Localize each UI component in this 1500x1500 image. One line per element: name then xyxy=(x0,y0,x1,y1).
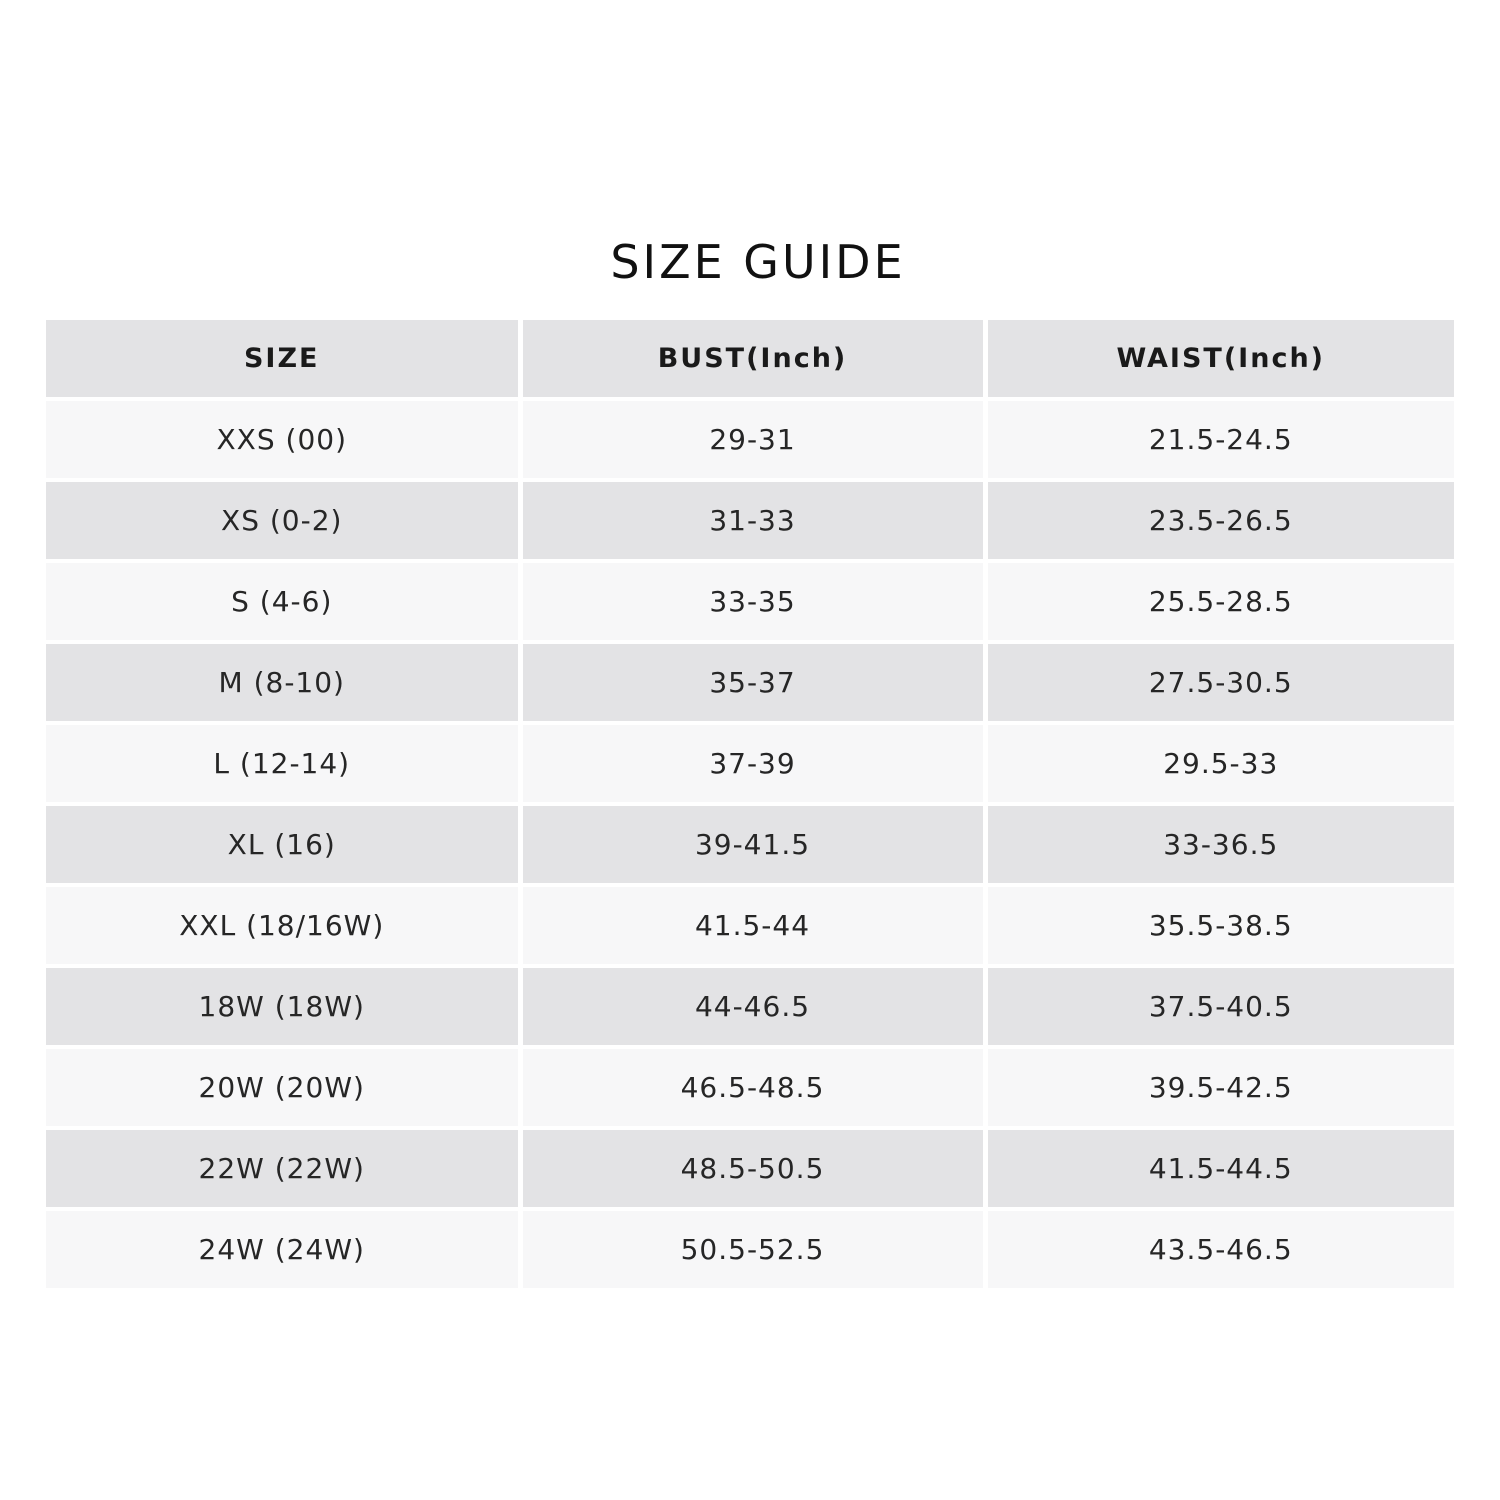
bust-cell: 46.5-48.5 xyxy=(520,1047,985,1128)
size-cell: XL (16) xyxy=(46,804,520,885)
size-cell: 18W (18W) xyxy=(46,966,520,1047)
table-row xyxy=(46,723,1454,804)
table-row xyxy=(46,642,1454,723)
column-header-bust: BUST(Inch) xyxy=(520,320,985,399)
bust-cell: 39-41.5 xyxy=(520,804,985,885)
size-cell: 20W (20W) xyxy=(46,1047,520,1128)
bust-cell: 37-39 xyxy=(520,723,985,804)
table-row xyxy=(46,966,1454,1047)
waist-cell: 39.5-42.5 xyxy=(985,1047,1454,1128)
bust-cell: 48.5-50.5 xyxy=(520,1128,985,1209)
waist-cell: 25.5-28.5 xyxy=(985,561,1454,642)
size-table xyxy=(46,320,1454,1288)
waist-cell: 29.5-33 xyxy=(985,723,1454,804)
size-cell: M (8-10) xyxy=(46,642,520,723)
column-header-size: SIZE xyxy=(46,320,520,399)
waist-cell: 35.5-38.5 xyxy=(985,885,1454,966)
waist-cell: 37.5-40.5 xyxy=(985,966,1454,1047)
waist-cell: 43.5-46.5 xyxy=(985,1209,1454,1288)
table-row xyxy=(46,1128,1454,1209)
size-cell: 22W (22W) xyxy=(46,1128,520,1209)
size-cell: S (4-6) xyxy=(46,561,520,642)
bust-cell: 44-46.5 xyxy=(520,966,985,1047)
bust-cell: 33-35 xyxy=(520,561,985,642)
bust-cell: 29-31 xyxy=(520,399,985,480)
table-row xyxy=(46,885,1454,966)
column-header-waist: WAIST(Inch) xyxy=(985,320,1454,399)
size-cell: XXL (18/16W) xyxy=(46,885,520,966)
waist-cell: 23.5-26.5 xyxy=(985,480,1454,561)
table-row xyxy=(46,804,1454,885)
size-cell: XS (0-2) xyxy=(46,480,520,561)
table-row xyxy=(46,1209,1454,1288)
waist-cell: 41.5-44.5 xyxy=(985,1128,1454,1209)
table-row xyxy=(46,1047,1454,1128)
page-title: SIZE GUIDE xyxy=(610,235,906,289)
bust-cell: 50.5-52.5 xyxy=(520,1209,985,1288)
waist-cell: 27.5-30.5 xyxy=(985,642,1454,723)
bust-cell: 41.5-44 xyxy=(520,885,985,966)
bust-cell: 35-37 xyxy=(520,642,985,723)
waist-cell: 33-36.5 xyxy=(985,804,1454,885)
table-row xyxy=(46,561,1454,642)
table-row xyxy=(46,399,1454,480)
table-header-row xyxy=(46,320,1454,399)
waist-cell: 21.5-24.5 xyxy=(985,399,1454,480)
size-cell: XXS (00) xyxy=(46,399,520,480)
table-row xyxy=(46,480,1454,561)
size-cell: 24W (24W) xyxy=(46,1209,520,1288)
bust-cell: 31-33 xyxy=(520,480,985,561)
size-cell: L (12-14) xyxy=(46,723,520,804)
